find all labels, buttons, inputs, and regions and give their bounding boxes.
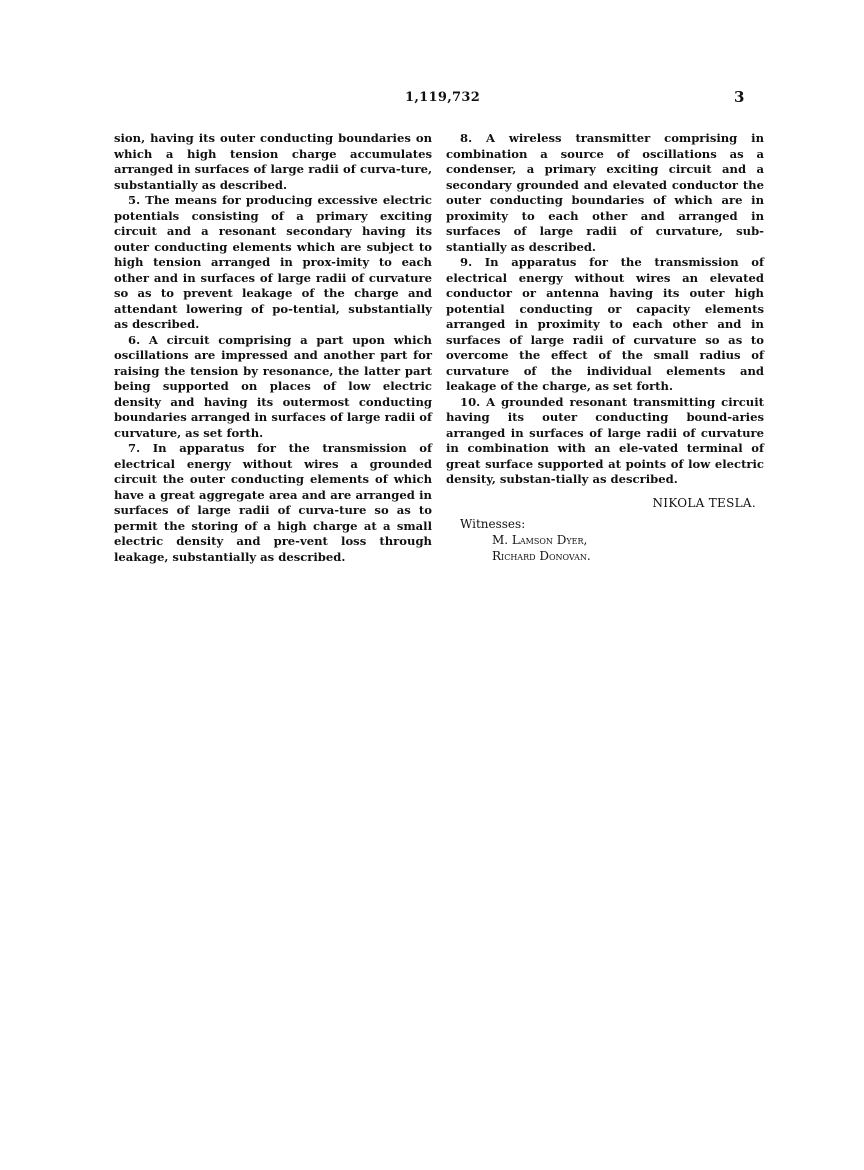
sheet-number: 3 (734, 88, 745, 106)
witnesses-label: Witnesses: (460, 516, 526, 531)
right-column (446, 131, 764, 564)
claim-10: 10. A grounded resonant transmitting circuit having its outer conducting bound-aries arranged in surfaces of large radii of curvature in combination with an ele-vated terminal of great surface supported at points of low electric density, substan-tially as described. (446, 394, 764, 486)
claim-7: 7. In apparatus for the transmission of electrical energy without wires a grounded circuit the outer conducting elements of which have a great aggregate area and are arranged in surfaces of large radii of curva-ture so as to permit the storing of a high charge at a small electric density and pre-vent loss through leakage, substantially as described. (114, 441, 432, 564)
inventor-signature: NIKOLA TESLA. (652, 495, 756, 510)
claim-6: 6. A circuit comprising a part upon which oscillations are impressed and another part for raising the tension by resonance, the latter part being supported on places of low electric density and having its outermost conducting boundaries arranged in surfaces of large radii of curvature, as set forth. (114, 332, 432, 440)
left-column (114, 131, 432, 565)
claim-4-continuation: sion, having its outer conducting boundaries on which a high tension charge accumulates arranged in surfaces of large radii of curva-ture, substantially as described. (114, 131, 432, 192)
claim-9: 9. In apparatus for the transmission of electrical energy without wires an elevated conductor or antenna having its outer high potential conducting or capacity elements arranged in proximity to each other and in surfaces of large radii of curvature so as to overcome the effect of the small radius of curvature of the individual elements and leakage of the charge, as set forth. (446, 255, 764, 393)
witness-name: Richard Donovan. (492, 548, 591, 563)
witness-name: M. Lamson Dyer, (492, 532, 588, 547)
claim-5: 5. The means for producing excessive electric potentials consisting of a primary exciting circuit and a resonant secondary having its outer conducting elements which are subject to high tension arranged in prox-imity to each other and in surfaces of large radii of curvature so as to prevent leakage of the charge and attendant lowering of po-tential, substantially as described. (114, 193, 432, 331)
claim-8: 8. A wireless transmitter comprising in combination a source of oscillations as a condenser, a primary exciting circuit and a secondary grounded and elevated conductor the outer conducting boundaries of which are in proximity to each other and arranged in surfaces of large radii of curvature, sub-stantially as described. (446, 131, 764, 254)
patent-number: 1,119,732 (405, 90, 481, 105)
